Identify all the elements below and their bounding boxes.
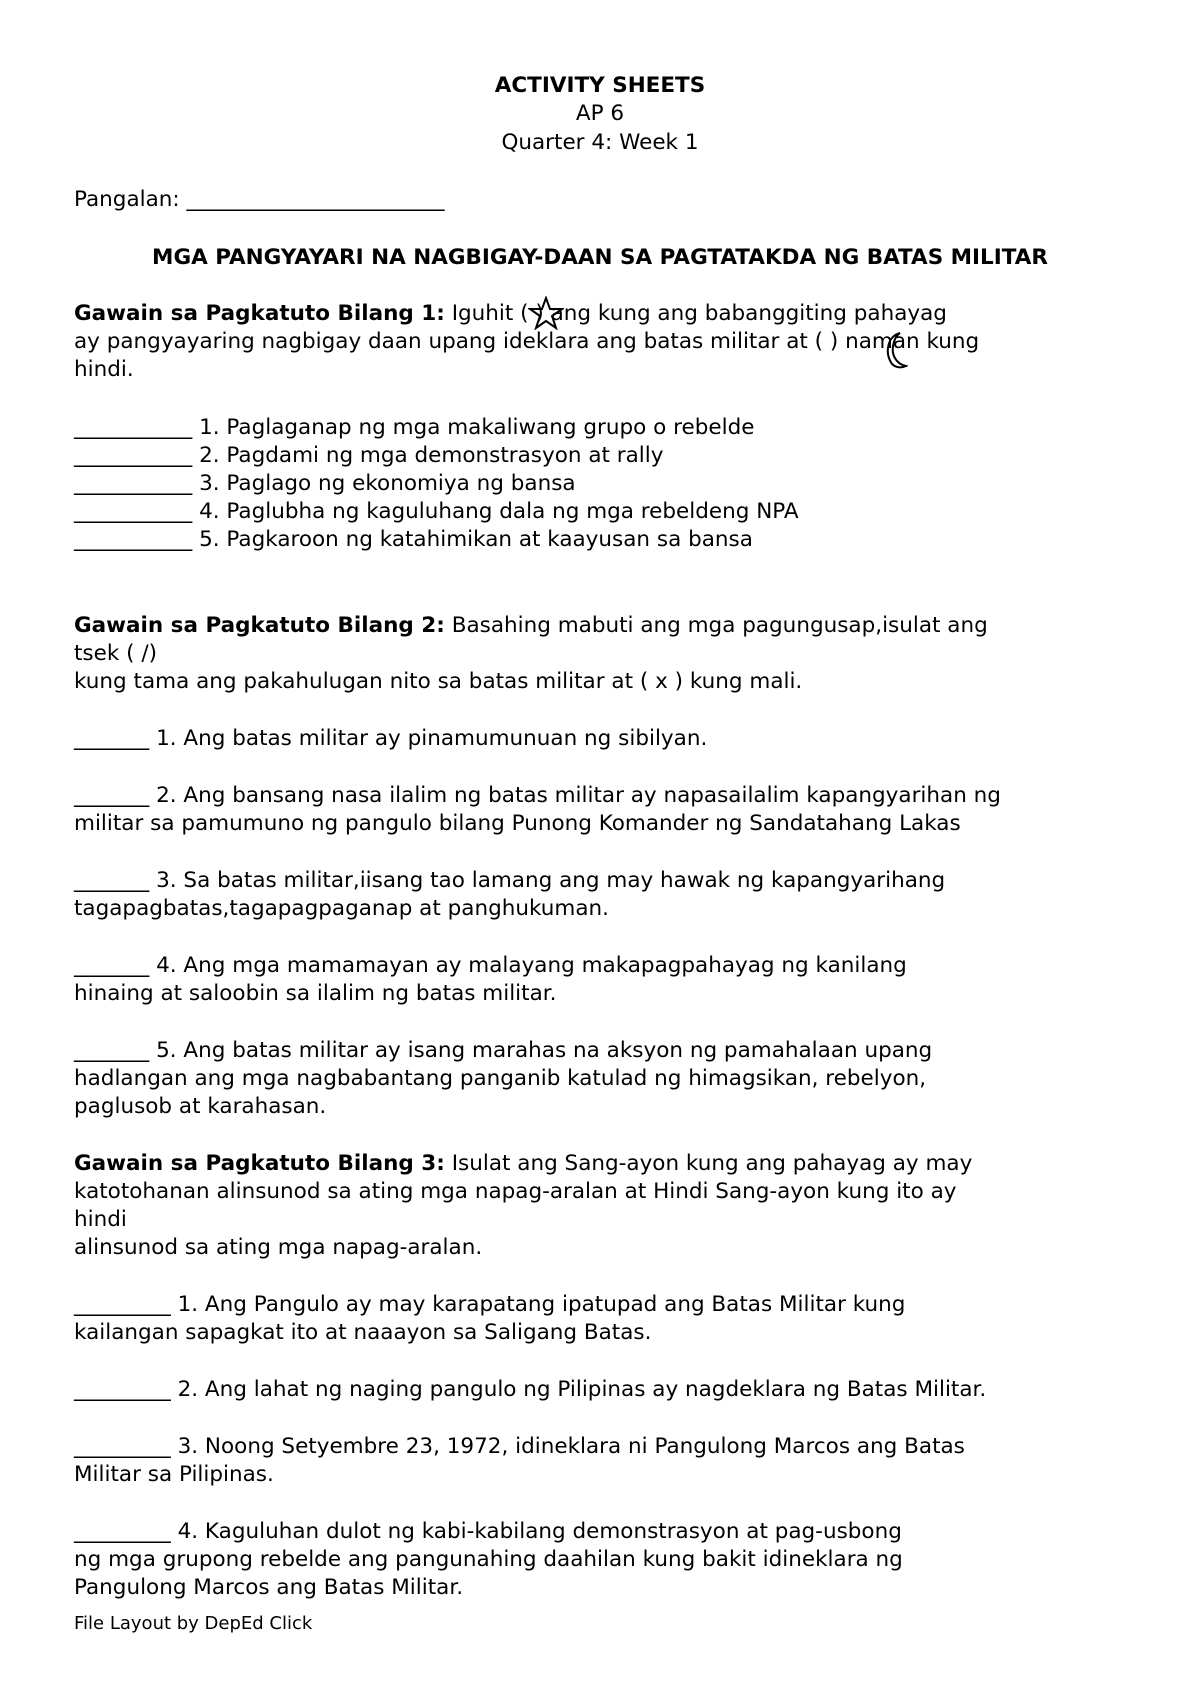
activity3-item-3-line2: Militar sa Pilipinas.	[74, 1462, 274, 1487]
activity1-item-3: ___________ 3. Paglago ng ekonomiya ng bansa	[74, 471, 576, 496]
subject-label: AP 6	[575, 101, 625, 126]
activity2-item-4-line1: _______ 4. Ang mga mamamayan ay malayang makapagpahayag ng kanilang	[74, 953, 907, 978]
activity3-item-3-line1: _________ 3. Noong Setyembre 23, 1972, idineklara ni Pangulong Marcos ang Batas	[74, 1434, 965, 1459]
activity1-item-4: ___________ 4. Paglubha ng kaguluhang dala ng mga rebeldeng NPA	[74, 499, 799, 524]
activity3-instruction-line3: hindi	[74, 1207, 127, 1232]
activity2-item-2-line2: militar sa pamumuno ng pangulo bilang Punong Komander ng Sandatahang Lakas	[74, 811, 961, 836]
activity1-item-5: ___________ 5. Pagkaroon ng katahimikan at kaayusan sa bansa	[74, 527, 753, 552]
activity2-item-5-line1: _______ 5. Ang batas militar ay isang marahas na aksyon ng pamahalaan upang	[74, 1038, 933, 1063]
activity2-instruction-line1	[74, 612, 988, 640]
activity3-item-2: _________ 2. Ang lahat ng naging pangulo ng Pilipinas ay nagdeklara ng Batas Militar.	[74, 1377, 987, 1402]
activity3-instruction-line2: katotohanan alinsunod sa ating mga napag-aralan at Hindi Sang-ayon kung ito ay	[74, 1179, 957, 1204]
footer-credit: File Layout by DepEd Click	[74, 1613, 313, 1634]
activity2-item-1: _______ 1. Ang batas militar ay pinamumunuan ng sibilyan.	[74, 726, 708, 751]
activity1-item-1: ___________ 1. Paglaganap ng mga makaliwang grupo o rebelde	[74, 415, 755, 440]
activity2-item-5-line2: hadlangan ang mga nagbabantang panganib katulad ng himagsikan, rebelyon,	[74, 1066, 927, 1091]
activity2-instruction-line2: tsek ( /)	[74, 641, 157, 666]
sheet-title: ACTIVITY SHEETS	[494, 73, 706, 98]
activity2-item-3-line1: _______ 3. Sa batas militar,iisang tao lamang ang may hawak ng kapangyarihang	[74, 868, 946, 893]
name-field[interactable]: Pangalan: ________________________	[74, 187, 445, 212]
activity2-label: Gawain sa Pagkatuto Bilang 2:	[74, 613, 445, 638]
activity3-item-4-line3: Pangulong Marcos ang Batas Militar.	[74, 1575, 464, 1600]
star-icon	[528, 296, 564, 330]
activity2-instruction-text: Basahing mabuti ang mga pagungusap,isulat ang	[444, 613, 988, 638]
quarter-label: Quarter 4: Week 1	[501, 130, 699, 155]
activity3-instruction-line1	[74, 1150, 972, 1178]
crescent-moon-icon	[880, 330, 908, 370]
activity3-item-1-line1: _________ 1. Ang Pangulo ay may karapatang ipatupad ang Batas Militar kung	[74, 1292, 906, 1317]
activity1-label: Gawain sa Pagkatuto Bilang 1:	[74, 301, 445, 326]
activity2-item-4-line2: hinaing at saloobin sa ilalim ng batas militar.	[74, 981, 557, 1006]
activity1-instruction-line2: ay pangyayaring nagbigay daan upang ideklara ang batas militar at ( ) naman kung	[74, 329, 980, 354]
activity2-item-3-line2: tagapagbatas,tagapagpaganap at panghukuman.	[74, 896, 609, 921]
activity2-instruction-line3: kung tama ang pakahulugan nito sa batas militar at ( x ) kung mali.	[74, 669, 803, 694]
activity3-item-1-line2: kailangan sapagkat ito at naaayon sa Saligang Batas.	[74, 1320, 652, 1345]
activity2-item-2-line1: _______ 2. Ang bansang nasa ilalim ng batas militar ay napasailalim kapangyarihan ng	[74, 783, 1001, 808]
activity3-item-4-line1: _________ 4. Kaguluhan dulot ng kabi-kabilang demonstrasyon at pag-usbong	[74, 1519, 902, 1544]
activity3-instruction-text: Isulat ang Sang-ayon kung ang pahayag ay may	[444, 1151, 973, 1176]
activity1-instruction-text: Iguhit ( ) ang kung ang babanggiting pahayag	[444, 301, 947, 326]
activity1-item-2: ___________ 2. Pagdami ng mga demonstrasyon at rally	[74, 443, 664, 468]
activity3-item-4-line2: ng mga grupong rebelde ang pangunahing daahilan kung bakit idineklara ng	[74, 1547, 903, 1572]
activity1-instruction-line1	[74, 300, 947, 328]
main-title: MGA PANGYAYARI NA NAGBIGAY-DAAN SA PAGTATAKDA NG BATAS MILITAR	[152, 245, 1048, 270]
activity3-label: Gawain sa Pagkatuto Bilang 3:	[74, 1151, 445, 1176]
activity2-item-5-line3: paglusob at karahasan.	[74, 1094, 327, 1119]
activity3-instruction-line4: alinsunod sa ating mga napag-aralan.	[74, 1235, 483, 1260]
activity1-instruction-line3: hindi.	[74, 357, 134, 382]
